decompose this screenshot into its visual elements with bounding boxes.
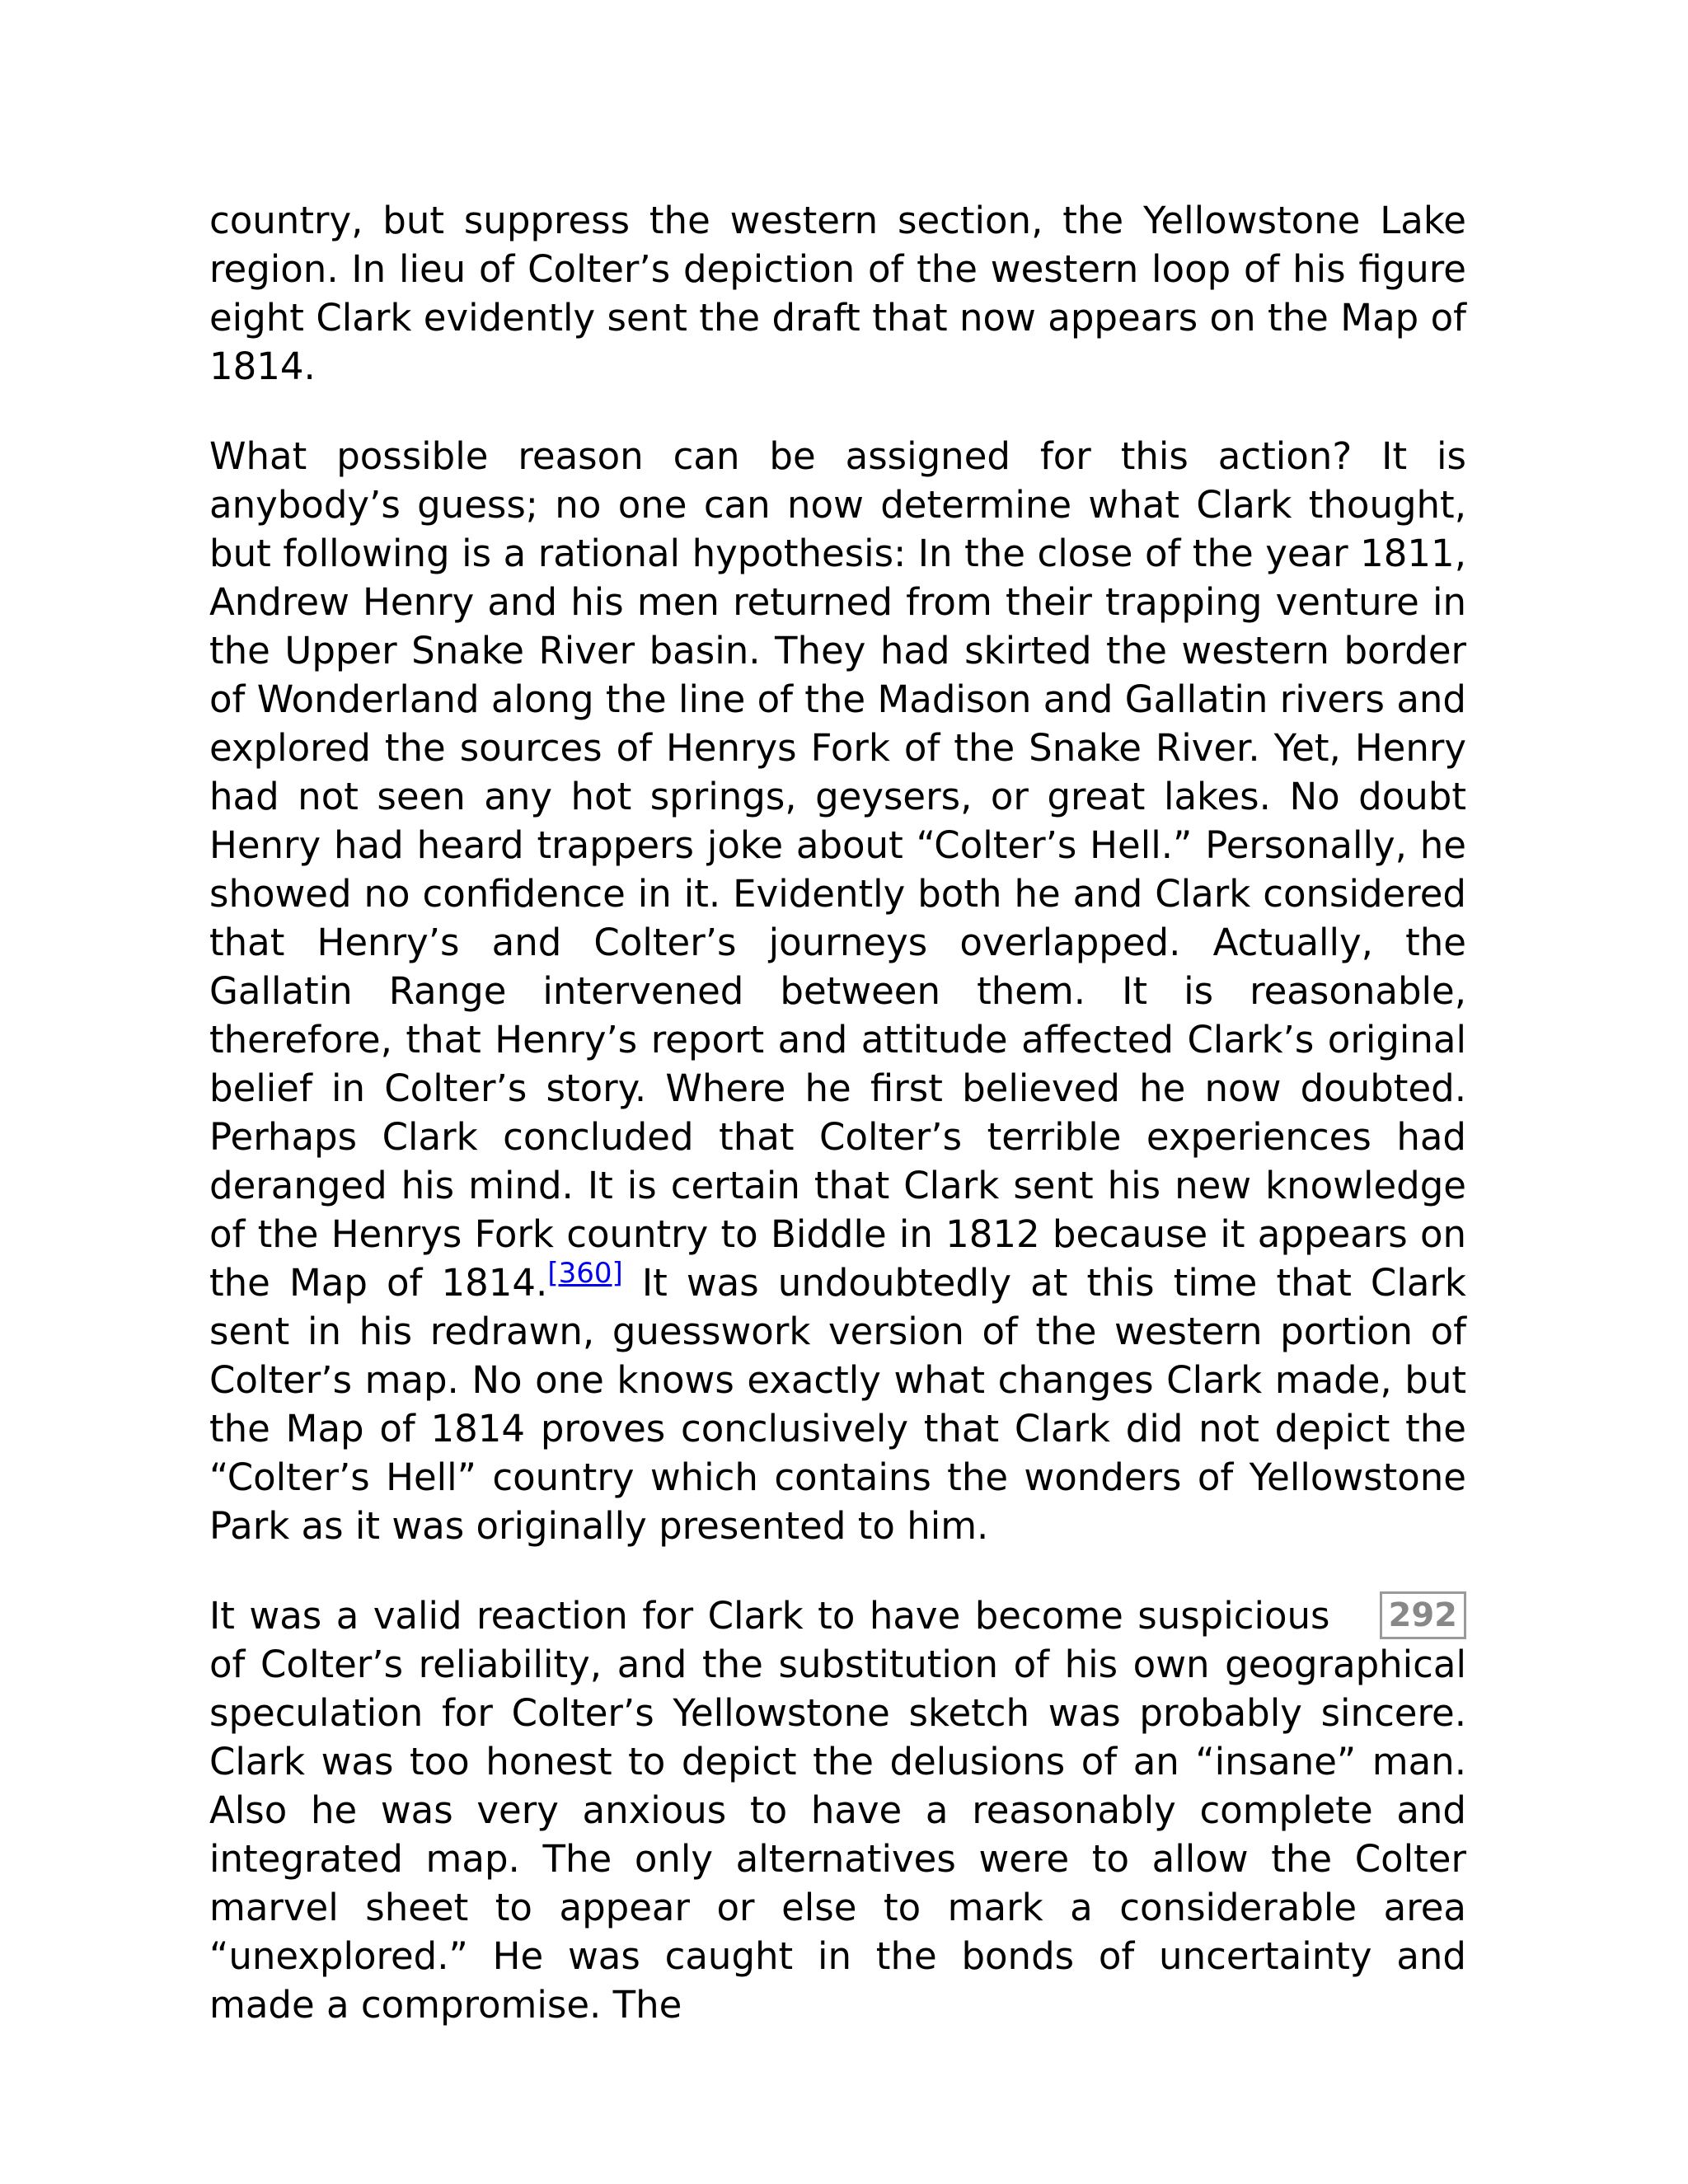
paragraph-1: country, but suppress the western section, the Yellowstone Lake region. In lieu of Colter’s depiction of the western loop of his figure eight Clark evidently sent the draft that now appears on the Map of 1814. — [209, 199, 1466, 388]
page-number: 292 — [1380, 1591, 1467, 1639]
book-page — [209, 196, 1466, 2070]
paragraph-2 — [209, 432, 1466, 1550]
paragraph-2-text-before: What possible reason can be assigned for this action? It is anybody’s guess; no one can now determine what Clark thought, but following is a rational hypothesis: In the close of the year 1811, Andrew Henry and his men returned from their trapping venture in the Upper Snake River basin. They had skirted the western border of Wonderland along the line of the Madison and Gallatin rivers and explored the sources of Henrys Fork of the Snake River. Yet, Henry had not seen any hot springs, geysers, or great lakes. No doubt Henry had heard trappers joke about “Colter’s Hell.” Personally, he showed no confidence in it. Evidently both he and Clark considered that Henry’s and Colter’s journeys overlapped. Actually, the Gallatin Range intervened between them. It is reasonable, therefore, that Henry’s report and attitude affected Clark’s original belief in Colter’s story. Where he first believed he now doubted. Perhaps Clark concluded that Colter’s terrible experiences had deranged his mind. It is certain that Clark sent his new knowledge of the Henrys Fork country to Biddle in 1812 because it appears on the Map of 1814. — [209, 434, 1466, 1305]
footnote-link-360[interactable]: [360] — [547, 1257, 623, 1290]
paragraph-3-text: It was a valid reaction for Clark to have become suspicious of Colter’s reliability, and the substitution of his own geographical speculation for Colter’s Yellowstone sketch was probably sincere. Clark was too honest to depict the delusions of an “insane” man. Also he was very anxious to have a reasonably complete and integrated map. The only alternatives were to allow the Colter marvel sheet to appear or else to mark a considerable area “unexplored.” He was caught in the bonds of uncertainty and made a compromise. The — [209, 1594, 1466, 2027]
paragraph-3 — [209, 1591, 1466, 2029]
paragraph-2-text-after: It was undoubtedly at this time that Clark sent in his redrawn, guesswork version of the western portion of Colter’s map. No one knows exactly what changes Clark made, but the Map of 1814 proves conclusively that Clark did not depict the “Colter’s Hell” country which contains the wonders of Yellowstone Park as it was originally presented to him. — [209, 1261, 1466, 1548]
